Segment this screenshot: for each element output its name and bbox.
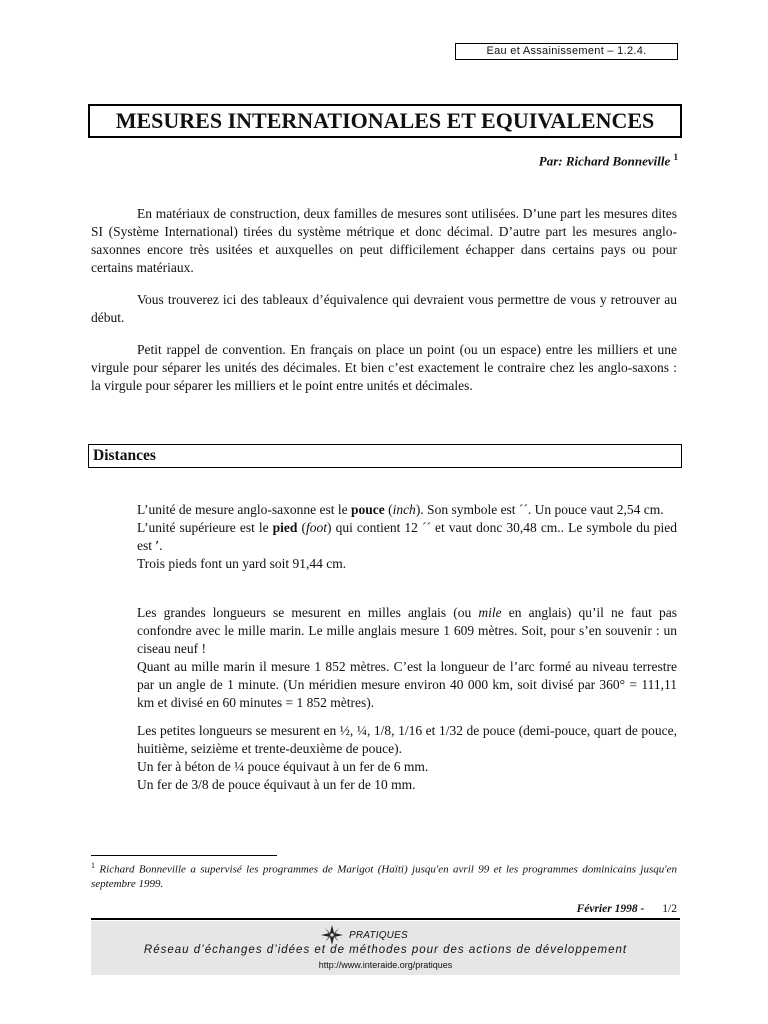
yard-definition: Trois pieds font un yard soit 91,44 cm.: [137, 556, 347, 571]
mile-definition: Les grandes longueurs se mesurent en milles anglais (ou mile en anglais) qu’il ne faut pas confondre avec le mille marin. Le mille anglais mesure 1 609 mètres. Soit, pour s’en souvenir : un ciseau neuf !: [137, 605, 677, 656]
footer-brand: PRATIQUES: [349, 930, 408, 941]
intro-paragraph-1: En matériaux de construction, deux familles de mesures sont utilisées. D’une part les mesures dites SI (Système International) tirées du système métrique et donc décimal. D’autre part les mesures anglo-saxonnes encore très usitées et auxquelles on peut difficilement échapper dans certains pays ou pour certains matériaux.: [91, 206, 677, 275]
author-line: [539, 152, 678, 169]
footer-divider: [91, 918, 680, 920]
intro-paragraph-3: Petit rappel de convention. En français on place un point (ou un espace) entre les milliers et une virgule pour séparer les unités des décimales. Et bien c’est exactement le contraire chez les anglo-saxons : la virgule pour séparer les milliers et le point entre unités et décimales.: [91, 342, 677, 393]
fer-quart-pouce: Un fer à béton de ¼ pouce équivaut à un fer de 6 mm.: [137, 759, 429, 774]
footnote-divider: [91, 855, 277, 856]
distances-block-3: [91, 722, 677, 794]
footer-banner: [91, 921, 680, 975]
fractions-definition: Les petites longueurs se mesurent en ½, ¼, 1/8, 1/16 et 1/32 de pouce (demi-pouce, quart de pouce, huitième, seizième et trente-deuxième de pouce).: [137, 723, 677, 756]
distances-block-1: [91, 501, 677, 573]
footer-tagline: Réseau d’échanges d’idées et de méthodes pour des actions de développement: [143, 944, 628, 956]
fer-trois-huitieme: Un fer de 3/8 de pouce équivaut à un fer de 10 mm.: [137, 777, 416, 792]
page-date: Février 1998 -: [576, 903, 645, 915]
footnote: $^1$ Richard Bonneville a supervisé les programmes de Marigot (Haïti) jusqu'en avril 99 et les programmes dominicains jusqu'en septembre 1999.: [91, 861, 678, 890]
intro-paragraph-2: Vous trouverez ici des tableaux d’équivalence qui devraient vous permettre de vous y retrouver au début.: [91, 292, 677, 325]
distances-block-2: [91, 604, 677, 712]
pouce-definition: L’unité de mesure anglo-saxonne est le pouce (inch). Son symbole est ´´. Un pouce vaut 2,54 cm.: [137, 502, 664, 517]
pied-definition: L’unité supérieure est le pied (foot) qui contient 12 ´´ et vaut donc 30,48 cm.. Le symbole du pied est ′.: [137, 520, 678, 553]
mille-marin-definition: Quant au mille marin il mesure 1 852 mètres. C’est la longueur de l’arc formé au niveau terrestre par un angle de 1 minute. (Un méridien mesure environ 40 000 km, soit divisé par 360° = 111,11 km et divisé en 60 minutes = 1 852 mètres).: [137, 659, 677, 710]
document-header-tag: Eau et Assainissement – 1.2.4.: [455, 43, 678, 60]
document-title: MESURES INTERNATIONALES ET EQUIVALENCES: [88, 104, 682, 138]
section-heading-distances: Distances: [88, 444, 682, 468]
page-date-line: [577, 903, 677, 915]
page-number: 1/2: [662, 903, 677, 915]
footnote-ref: 1: [673, 152, 678, 162]
footer-url[interactable]: http://www.interaide.org/pratiques: [318, 960, 453, 970]
author-name: Par: Richard Bonneville: [538, 153, 671, 169]
compass-rose-icon: [321, 925, 343, 945]
